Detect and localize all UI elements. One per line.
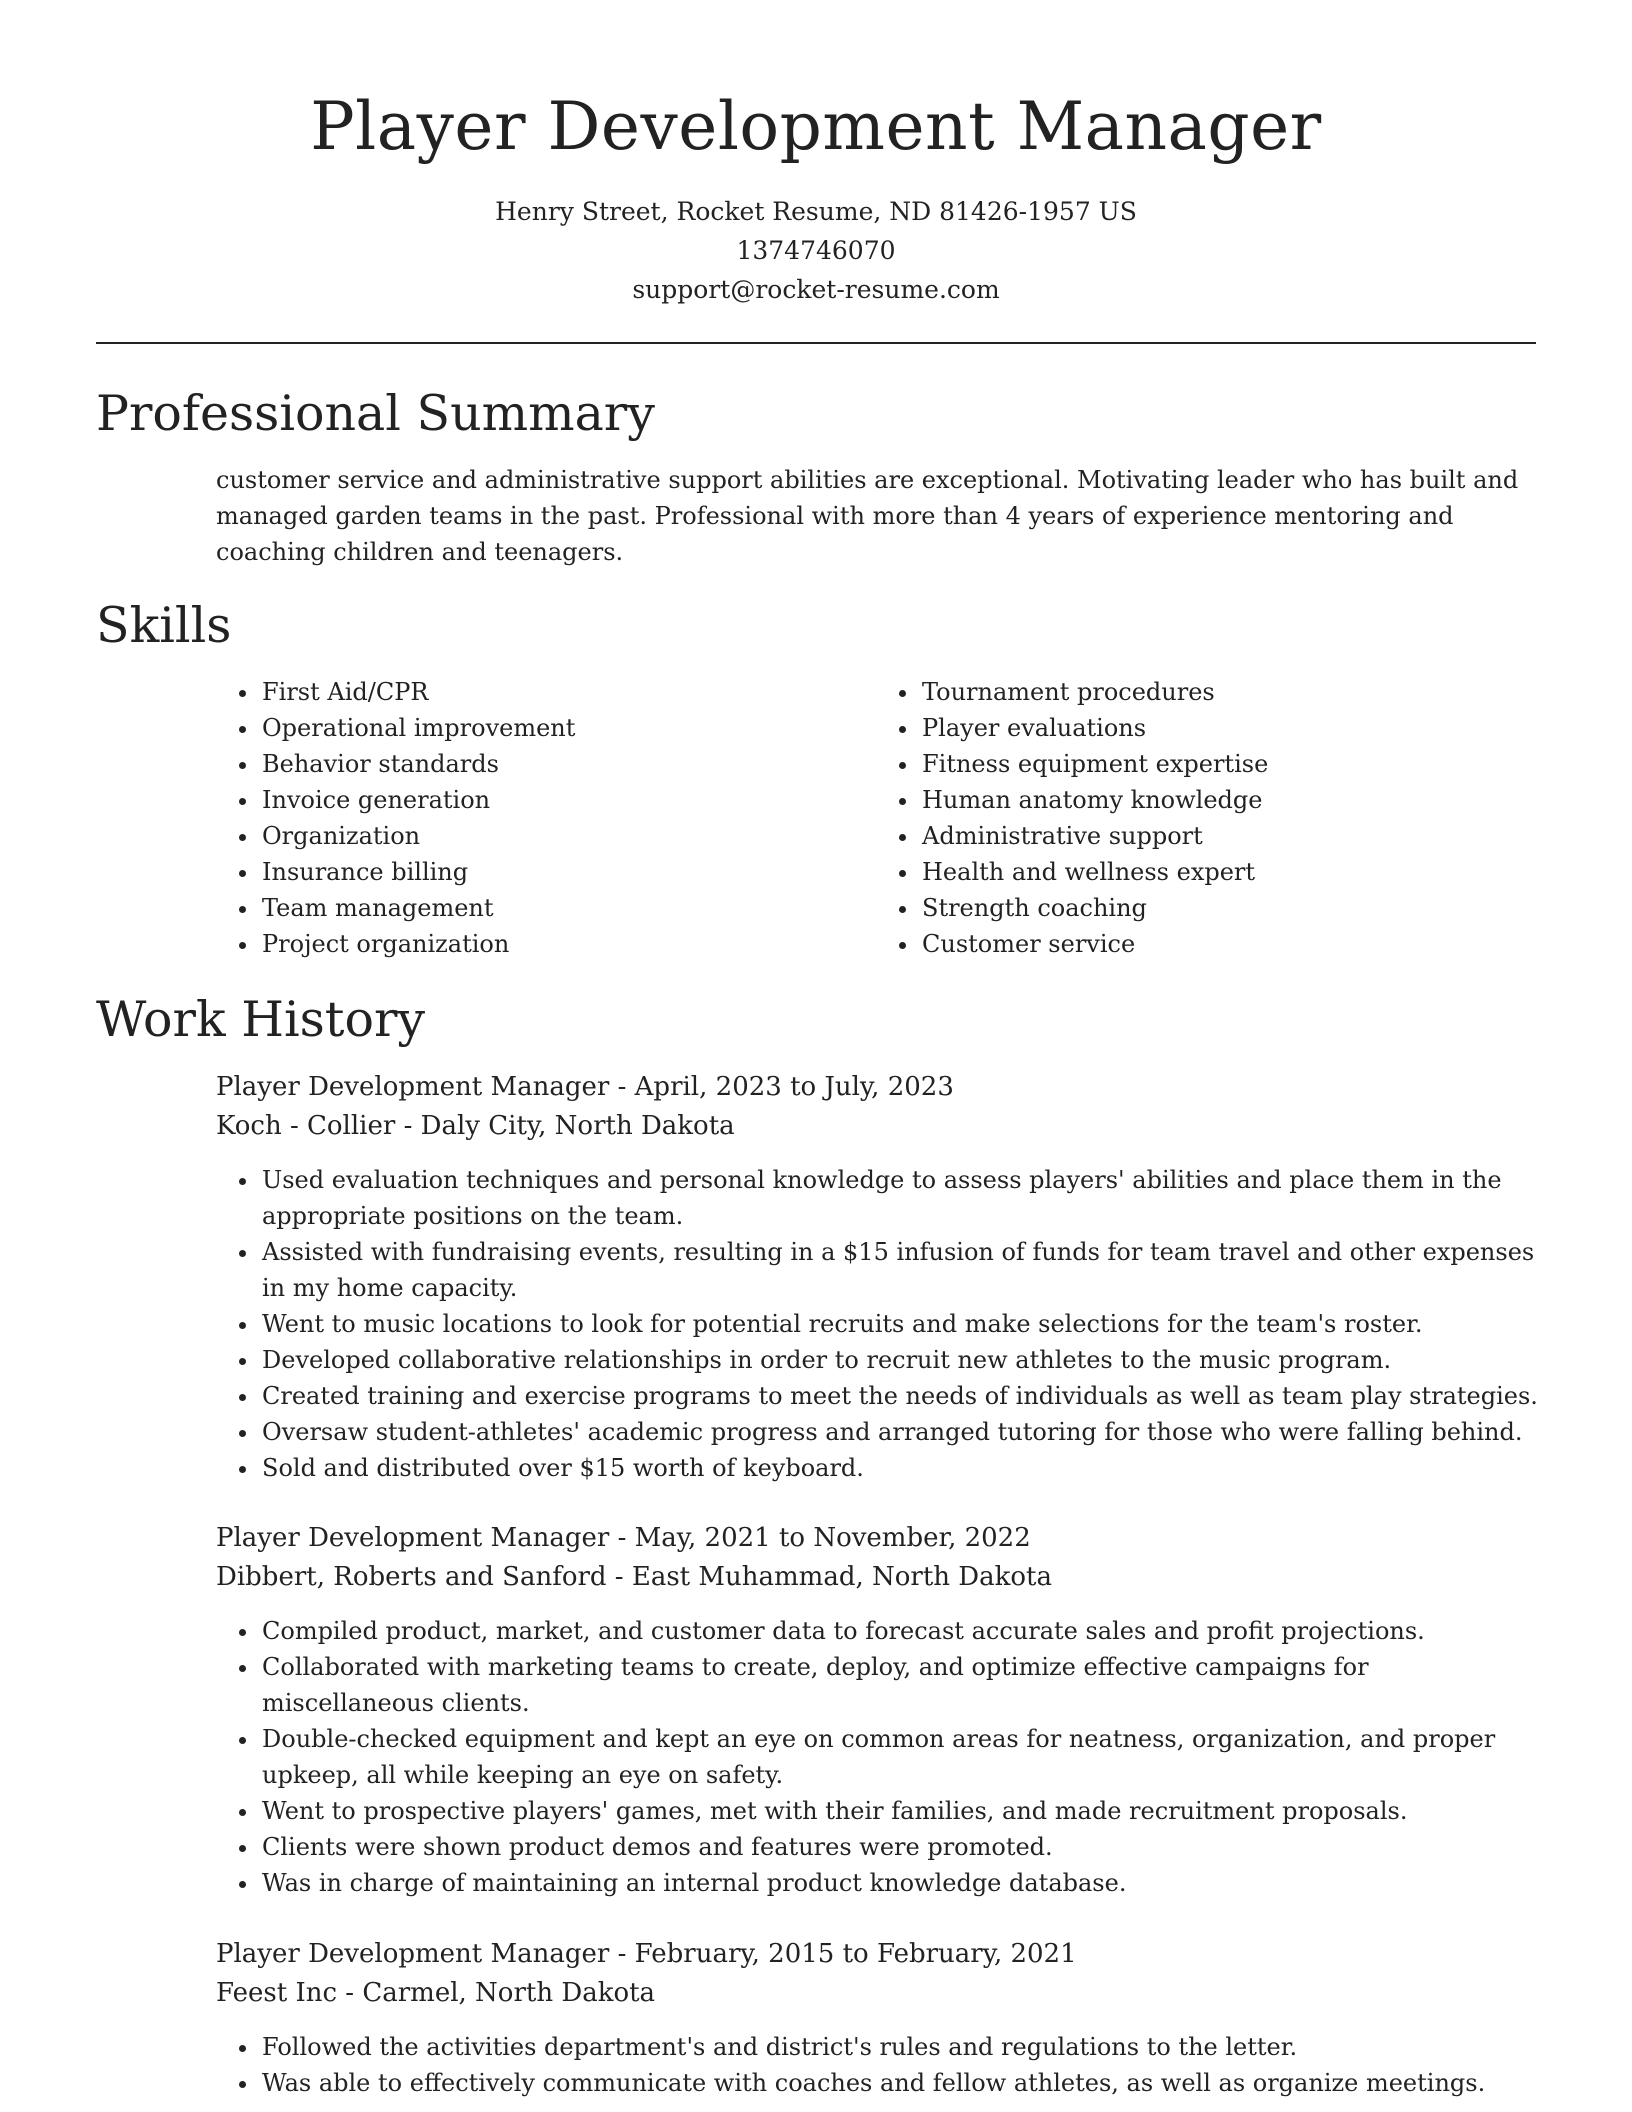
- skill-item: • Player evaluations: [920, 710, 1536, 746]
- job-bullet: • Clients were shown product demos and features were promoted.: [260, 1829, 1546, 1865]
- skill-item: • Administrative support: [920, 818, 1536, 854]
- job-dates: - February, 2015 to February, 2021: [609, 1939, 1077, 1969]
- job-location: - Carmel, North Dakota: [337, 1978, 656, 2008]
- skills-heading: Skills: [96, 597, 232, 654]
- job-title: Player Development Manager: [216, 1072, 610, 1102]
- job-bullet: • Sold and distributed over $15 worth of keyboard.: [260, 1450, 1546, 1486]
- skill-item: • Strength coaching: [920, 890, 1536, 926]
- job-bullet: • Used evaluation techniques and personal knowledge to assess players' abilities and place them in the appropriate positions on the team.: [260, 1162, 1546, 1234]
- job-bullet: • Was able to effectively communicate with coaches and fellow athletes, as well as organize meetings.: [260, 2065, 1546, 2101]
- job-title-line: [216, 1519, 1546, 1558]
- skill-item: • Operational improvement: [260, 710, 876, 746]
- job-title-line: [216, 1068, 1546, 1107]
- email: support@rocket-resume.com: [632, 275, 1000, 304]
- job-bullets: [216, 1613, 1546, 1901]
- skill-item: • Organization: [260, 818, 876, 854]
- skill-item: • Behavior standards: [260, 746, 876, 782]
- job-bullet: • Created training and exercise programs to meet the needs of individuals as well as team play strategies.: [260, 1378, 1546, 1414]
- summary-heading: Professional Summary: [96, 385, 655, 442]
- phone: 1374746070: [736, 236, 896, 265]
- job-entry: [216, 1068, 1546, 1486]
- job-bullet: • Was in charge of maintaining an internal product knowledge database.: [260, 1865, 1546, 1901]
- job-company-line: [216, 1107, 1546, 1146]
- job-bullet: • Developed collaborative relationships in order to recruit new athletes to the music program.: [260, 1342, 1546, 1378]
- job-dates: - April, 2023 to July, 2023: [609, 1072, 954, 1102]
- skill-item: • Fitness equipment expertise: [920, 746, 1536, 782]
- company-name: Koch - Collier: [216, 1111, 396, 1141]
- skills-column-right: [876, 674, 1536, 962]
- summary-text: customer service and administrative support abilities are exceptional. Motivating leader who has built and managed garden teams in the past. Professional with more than 4 years of experience mentoring and coaching children and teenagers.: [216, 466, 1519, 566]
- job-bullet: • Went to prospective players' games, met with their families, and made recruitment proposals.: [260, 1793, 1546, 1829]
- skills-column-left: [216, 674, 876, 962]
- job-bullet: • Double-checked equipment and kept an eye on common areas for neatness, organization, and proper upkeep, all while keeping an eye on safety.: [260, 1721, 1546, 1793]
- job-company-line: [216, 1558, 1546, 1597]
- job-company-line: [216, 1974, 1546, 2013]
- contact-block: [0, 192, 1632, 309]
- resume-header: [0, 0, 1632, 309]
- job-entry: [216, 1935, 1546, 2101]
- header-divider: [96, 342, 1536, 344]
- address: Henry Street, Rocket Resume, ND 81426-1957 US: [495, 197, 1137, 226]
- skill-item: • Insurance billing: [260, 854, 876, 890]
- skill-item: • Team management: [260, 890, 876, 926]
- skill-item: • Tournament procedures: [920, 674, 1536, 710]
- job-title: Player Development Manager: [216, 1939, 610, 1969]
- skill-item: • Customer service: [920, 926, 1536, 962]
- job-title-line: [216, 1935, 1546, 1974]
- job-bullet: • Followed the activities department's and district's rules and regulations to the letter.: [260, 2029, 1546, 2065]
- resume-name: Player Development Manager: [310, 88, 1322, 165]
- job-bullets: [216, 2029, 1546, 2101]
- skill-item: • Project organization: [260, 926, 876, 962]
- job-bullet: • Collaborated with marketing teams to create, deploy, and optimize effective campaigns for miscellaneous clients.: [260, 1649, 1546, 1721]
- job-title: Player Development Manager: [216, 1523, 610, 1553]
- job-bullet: • Oversaw student-athletes' academic progress and arranged tutoring for those who were falling behind.: [260, 1414, 1546, 1450]
- job-location: - Daly City, North Dakota: [395, 1111, 735, 1141]
- company-name: Feest Inc: [216, 1978, 338, 2008]
- job-entry: [216, 1519, 1546, 1901]
- job-location: - East Muhammad, North Dakota: [606, 1562, 1052, 1592]
- job-dates: - May, 2021 to November, 2022: [609, 1523, 1031, 1553]
- job-bullet: • Went to music locations to look for potential recruits and make selections for the team's roster.: [260, 1306, 1546, 1342]
- job-bullet: • Assisted with fundraising events, resulting in a $15 infusion of funds for team travel and other expenses in my home capacity.: [260, 1234, 1546, 1306]
- skill-item: • Invoice generation: [260, 782, 876, 818]
- skill-item: • Health and wellness expert: [920, 854, 1536, 890]
- company-name: Dibbert, Roberts and Sanford: [216, 1562, 607, 1592]
- skills-grid: [216, 674, 1536, 962]
- skill-item: • First Aid/CPR: [260, 674, 876, 710]
- job-bullet: • Compiled product, market, and customer data to forecast accurate sales and profit projections.: [260, 1613, 1546, 1649]
- job-bullets: [216, 1162, 1546, 1486]
- skill-item: • Human anatomy knowledge: [920, 782, 1536, 818]
- work-history-heading: Work History: [96, 991, 426, 1048]
